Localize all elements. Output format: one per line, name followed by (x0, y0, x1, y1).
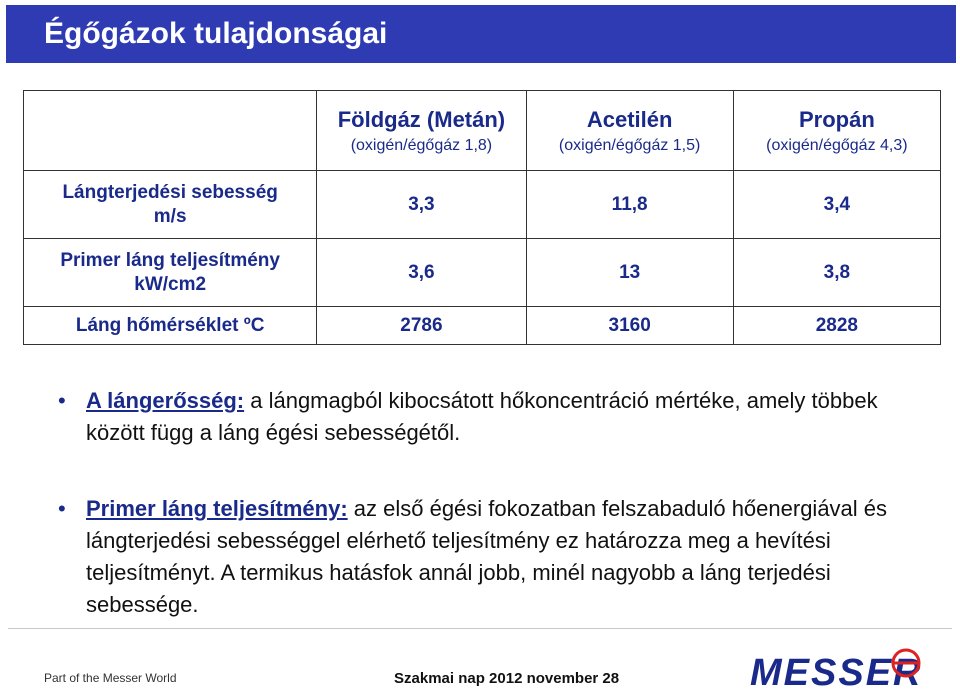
table-cell: 2786 (317, 307, 526, 345)
bullet-text: az első égési fokozatban felszabaduló hőenergiával és lángterjedési sebességgel elérhető teljesítmény ez határozza meg a hevítési teljesítményt. A termikus hatásfok annál jobb, minél nagyobb a láng terjedési sebessége. (86, 496, 888, 617)
table-header-cell (526, 91, 733, 171)
table-cell: 3,8 (733, 239, 940, 307)
properties-table (23, 90, 941, 345)
column-name: Acetilén (586, 106, 673, 132)
messer-logo: MESSER (750, 652, 923, 694)
table-cell: 3,6 (317, 239, 526, 307)
table-cell: 3,4 (733, 171, 940, 239)
table-cell: 3,3 (317, 171, 526, 239)
column-sub: (oxigén/égőgáz 1,8) (350, 136, 493, 154)
table-corner-cell (24, 91, 317, 171)
bullet-text: a lángmagból kibocsátott hőkoncentráció mértéke, amely többek között függ a láng égési sebességétől. (86, 388, 878, 445)
bullet-list (58, 385, 938, 621)
table-header-row (24, 91, 941, 171)
table-cell: 2828 (733, 307, 940, 345)
bullet-lead: A lángerősség: (86, 388, 245, 413)
messer-logo-icon (891, 648, 921, 678)
page-title: Égőgázok tulajdonságai (44, 17, 388, 50)
table-row (24, 171, 941, 239)
part-of-messer-world: Part of the Messer World (44, 671, 177, 685)
row-label: Primer láng teljesítmény kW/cm2 (24, 239, 317, 307)
column-sub: (oxigén/égőgáz 4,3) (766, 136, 908, 154)
footer-event-text: Szakmai nap 2012 november 28 (394, 670, 620, 687)
row-label: Lángterjedési sebesség m/s (24, 171, 317, 239)
column-name: Földgáz (Metán) (337, 106, 506, 132)
footer-divider (8, 628, 952, 629)
table-row (24, 307, 941, 345)
bullet-lead: Primer láng teljesítmény: (86, 496, 348, 521)
table-cell: 13 (526, 239, 733, 307)
table-header-cell (317, 91, 526, 171)
row-label: Láng hőmérséklet ºC (24, 307, 317, 345)
table-cell: 3160 (526, 307, 733, 345)
bullet-item (58, 493, 938, 621)
table-cell: 11,8 (526, 171, 733, 239)
bullet-dot-icon: • (58, 496, 66, 521)
column-name: Propán (798, 106, 875, 132)
bullet-dot-icon: • (58, 388, 66, 413)
table-row (24, 239, 941, 307)
bullet-item (58, 385, 938, 449)
title-bar (6, 5, 956, 63)
column-sub: (oxigén/égőgáz 1,5) (558, 136, 701, 154)
table-header-cell (733, 91, 940, 171)
